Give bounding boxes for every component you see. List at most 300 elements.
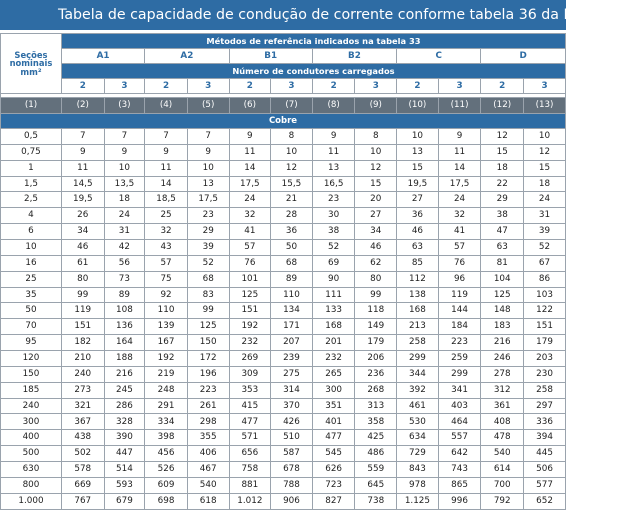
ampacity-cell: 232 (312, 351, 355, 367)
ampacity-cell: 92 (145, 287, 188, 303)
section-cell: 50 (1, 303, 62, 319)
ampacity-cell: 19,5 (61, 192, 104, 208)
ampacity-cell: 426 (271, 414, 313, 430)
ampacity-cell: 57 (229, 240, 271, 256)
column-number: (12) (481, 98, 524, 114)
ampacity-cell: 530 (397, 414, 439, 430)
ampacity-cell: 1.012 (229, 493, 271, 509)
ampacity-cell: 642 (438, 446, 481, 462)
ampacity-cell: 578 (61, 462, 104, 478)
ampacity-cell: 201 (312, 335, 355, 351)
section-cell: 0,5 (1, 129, 62, 145)
ampacity-cell: 792 (481, 493, 524, 509)
ampacity-cell: 408 (481, 414, 524, 430)
ampacity-cell: 9 (312, 129, 355, 145)
conductor-count: 3 (438, 79, 481, 94)
ampacity-cell: 336 (524, 414, 566, 430)
ampacity-cell: 188 (104, 351, 145, 367)
ampacity-cell: 179 (355, 335, 397, 351)
ampacity-cell: 353 (229, 382, 271, 398)
ampacity-cell: 196 (187, 366, 229, 382)
ampacity-cell: 17,5 (187, 192, 229, 208)
ampacity-cell: 80 (61, 271, 104, 287)
ampacity-cell: 32 (145, 224, 188, 240)
column-number: (9) (355, 98, 397, 114)
ampacity-cell: 172 (187, 351, 229, 367)
ampacity-cell: 12 (355, 160, 397, 176)
ampacity-cell: 312 (481, 382, 524, 398)
ampacity-cell: 478 (481, 430, 524, 446)
section-cell: 800 (1, 477, 62, 493)
ampacity-cell: 464 (438, 414, 481, 430)
ampacity-cell: 210 (61, 351, 104, 367)
ampacity-cell: 265 (312, 366, 355, 382)
ampacity-cell: 700 (481, 477, 524, 493)
section-cell: 240 (1, 398, 62, 414)
ampacity-cell: 10 (187, 160, 229, 176)
ampacity-cell: 118 (355, 303, 397, 319)
ampacity-cell: 47 (481, 224, 524, 240)
ampacity-cell: 297 (524, 398, 566, 414)
ampacity-cell: 17,5 (438, 176, 481, 192)
section-cell: 185 (1, 382, 62, 398)
ampacity-cell: 164 (104, 335, 145, 351)
ampacity-cell: 171 (271, 319, 313, 335)
ampacity-cell: 669 (61, 477, 104, 493)
table-row (1, 208, 566, 224)
ampacity-cell: 168 (397, 303, 439, 319)
ampacity-cell: 86 (524, 271, 566, 287)
ampacity-cell: 438 (61, 430, 104, 446)
section-cell: 35 (1, 287, 62, 303)
ampacity-cell: 206 (355, 351, 397, 367)
ampacity-cell: 406 (187, 446, 229, 462)
ampacity-cell: 24 (104, 208, 145, 224)
table-row (1, 319, 566, 335)
ampacity-cell: 10 (355, 144, 397, 160)
section-cell: 25 (1, 271, 62, 287)
ampacity-cell: 148 (481, 303, 524, 319)
ampacity-cell: 12 (271, 160, 313, 176)
ampacity-cell: 192 (229, 319, 271, 335)
section-cell: 400 (1, 430, 62, 446)
ampacity-cell: 403 (438, 398, 481, 414)
ampacity-cell: 314 (271, 382, 313, 398)
ampacity-cell: 76 (229, 255, 271, 271)
ampacity-cell: 24 (229, 192, 271, 208)
ampacity-cell: 286 (104, 398, 145, 414)
ampacity-cell: 298 (187, 414, 229, 430)
ampacity-cell: 183 (481, 319, 524, 335)
ampacity-cell: 367 (61, 414, 104, 430)
table-row (1, 240, 566, 256)
section-cell: 150 (1, 366, 62, 382)
ampacity-cell: 514 (104, 462, 145, 478)
ampacity-cell: 89 (104, 287, 145, 303)
ampacity-cell: 22 (481, 176, 524, 192)
section-cell: 300 (1, 414, 62, 430)
ampacity-cell: 144 (438, 303, 481, 319)
table-row (1, 176, 566, 192)
ampacity-cell: 248 (145, 382, 188, 398)
ampacity-cell: 27 (397, 192, 439, 208)
ampacity-cell: 9 (187, 144, 229, 160)
ampacity-cell: 80 (355, 271, 397, 287)
column-number: (4) (145, 98, 188, 114)
ampacity-cell: 104 (481, 271, 524, 287)
ampacity-cell: 300 (312, 382, 355, 398)
ampacity-cell: 213 (397, 319, 439, 335)
ampacity-cell: 827 (312, 493, 355, 509)
ampacity-cell: 32 (438, 208, 481, 224)
ampacity-cell: 906 (271, 493, 313, 509)
ampacity-cell: 31 (524, 208, 566, 224)
section-header-line-1: Seções (14, 49, 48, 60)
ampacity-cell: 738 (355, 493, 397, 509)
ampacity-cell: 67 (524, 255, 566, 271)
ampacity-cell: 36 (397, 208, 439, 224)
ampacity-cell: 13 (187, 176, 229, 192)
ampacity-cell: 19,5 (397, 176, 439, 192)
ampacity-cell: 42 (104, 240, 145, 256)
ampacity-cell: 184 (438, 319, 481, 335)
ampacity-cell: 232 (229, 335, 271, 351)
ampacity-cell: 477 (312, 430, 355, 446)
ampacity-cell: 219 (145, 366, 188, 382)
ampacity-cell: 149 (355, 319, 397, 335)
ampacity-cell: 57 (145, 255, 188, 271)
ampacity-cell: 309 (229, 366, 271, 382)
methods-header: Métodos de referência indicados na tabela 33 (61, 34, 565, 49)
ampacity-cell: 125 (229, 287, 271, 303)
ampacity-cell: 390 (104, 430, 145, 446)
ampacity-cell: 133 (312, 303, 355, 319)
ampacity-cell: 151 (229, 303, 271, 319)
ampacity-cell: 38 (481, 208, 524, 224)
table-row (1, 224, 566, 240)
ampacity-cell: 68 (271, 255, 313, 271)
section-cell: 4 (1, 208, 62, 224)
method-d: D (481, 49, 566, 64)
ampacity-cell: 167 (145, 335, 188, 351)
column-number: (5) (187, 98, 229, 114)
table-row (1, 192, 566, 208)
ampacity-cell: 355 (187, 430, 229, 446)
ampacity-cell: 7 (187, 129, 229, 145)
ampacity-cell: 110 (145, 303, 188, 319)
ampacity-cell: 89 (271, 271, 313, 287)
ampacity-cell: 239 (271, 351, 313, 367)
ampacity-cell: 99 (61, 287, 104, 303)
ampacity-cell: 32 (229, 208, 271, 224)
ampacity-cell: 99 (187, 303, 229, 319)
ampacity-cell: 881 (229, 477, 271, 493)
ampacity-cell: 41 (438, 224, 481, 240)
ampacity-cell: 27 (355, 208, 397, 224)
ampacity-cell: 398 (145, 430, 188, 446)
ampacity-cell: 313 (355, 398, 397, 414)
ampacity-cell: 192 (145, 351, 188, 367)
ampacity-cell: 151 (524, 319, 566, 335)
ampacity-cell: 90 (312, 271, 355, 287)
ampacity-cell: 31 (104, 224, 145, 240)
conductor-count: 2 (481, 79, 524, 94)
method-c: C (397, 49, 481, 64)
column-number: (3) (104, 98, 145, 114)
table-row (1, 303, 566, 319)
ampacity-cell: 245 (104, 382, 145, 398)
table-row (1, 430, 566, 446)
ampacity-cell: 46 (61, 240, 104, 256)
ampacity-cell: 609 (145, 477, 188, 493)
ampacity-cell: 18 (104, 192, 145, 208)
ampacity-cell: 14,5 (61, 176, 104, 192)
ampacity-cell: 75 (145, 271, 188, 287)
ampacity-cell: 24 (524, 192, 566, 208)
ampacity-cell: 275 (271, 366, 313, 382)
table-row (1, 382, 566, 398)
ampacity-cell: 477 (229, 414, 271, 430)
method-a2: A2 (145, 49, 229, 64)
table-row (1, 462, 566, 478)
ampacity-cell: 614 (481, 462, 524, 478)
table-row (1, 493, 566, 509)
ampacity-cell: 15,5 (271, 176, 313, 192)
ampacity-cell: 11 (145, 160, 188, 176)
ampacity-cell: 351 (312, 398, 355, 414)
table-row (1, 255, 566, 271)
table-title: Tabela de capacidade de condução de corrente conforme tabela 36 da NBR 5410 (0, 0, 566, 30)
ampacity-cell: 29 (481, 192, 524, 208)
section-header (1, 34, 62, 94)
column-number: (13) (524, 98, 566, 114)
ampacity-cell: 258 (524, 382, 566, 398)
ampacity-cell: 7 (145, 129, 188, 145)
table-row (1, 287, 566, 303)
ampacity-cell: 96 (438, 271, 481, 287)
table-row (1, 398, 566, 414)
ampacity-cell: 56 (104, 255, 145, 271)
section-cell: 630 (1, 462, 62, 478)
ampacity-cell: 392 (397, 382, 439, 398)
ampacity-cell: 30 (312, 208, 355, 224)
ampacity-cell: 743 (438, 462, 481, 478)
ampacity-cell: 10 (397, 129, 439, 145)
ampacity-cell: 73 (104, 271, 145, 287)
ampacity-cell: 506 (524, 462, 566, 478)
ampacity-cell: 11 (312, 144, 355, 160)
ampacity-cell: 23 (187, 208, 229, 224)
ampacity-cell: 150 (187, 335, 229, 351)
ampacity-cell: 9 (229, 129, 271, 145)
ampacity-cell: 85 (397, 255, 439, 271)
ampacity-cell: 81 (481, 255, 524, 271)
ampacity-cell: 656 (229, 446, 271, 462)
column-number: (8) (312, 98, 355, 114)
conductor-count: 2 (312, 79, 355, 94)
column-number: (1) (1, 98, 62, 114)
table-row (1, 335, 566, 351)
ampacity-cell: 7 (61, 129, 104, 145)
ampacity-cell: 29 (187, 224, 229, 240)
ampacity-cell: 14 (229, 160, 271, 176)
ampacity-cell: 69 (312, 255, 355, 271)
ampacity-cell: 577 (524, 477, 566, 493)
ampacity-cell: 17,5 (229, 176, 271, 192)
table-row (1, 351, 566, 367)
ampacity-cell: 39 (524, 224, 566, 240)
ampacity-cell: 540 (187, 477, 229, 493)
section-cell: 120 (1, 351, 62, 367)
ampacity-cell: 11 (229, 144, 271, 160)
ampacity-cell: 394 (524, 430, 566, 446)
ampacity-cell: 865 (438, 477, 481, 493)
ampacity-cell: 61 (61, 255, 104, 271)
section-cell: 2,5 (1, 192, 62, 208)
ampacity-cell: 125 (481, 287, 524, 303)
ampacity-cell: 15 (524, 160, 566, 176)
ampacity-cell: 240 (61, 366, 104, 382)
ampacity-cell: 99 (355, 287, 397, 303)
column-number: (7) (271, 98, 313, 114)
ampacity-cell: 571 (229, 430, 271, 446)
ampacity-cell: 456 (145, 446, 188, 462)
section-cell: 16 (1, 255, 62, 271)
ampacity-cell: 261 (187, 398, 229, 414)
ampacity-cell: 216 (104, 366, 145, 382)
section-cell: 70 (1, 319, 62, 335)
conductor-count: 3 (355, 79, 397, 94)
ampacity-cell: 328 (104, 414, 145, 430)
ampacity-cell: 34 (61, 224, 104, 240)
ampacity-cell: 11 (61, 160, 104, 176)
ampacity-cell: 510 (271, 430, 313, 446)
table-row (1, 414, 566, 430)
ampacity-cell: 16,5 (312, 176, 355, 192)
ampacity-cell: 125 (187, 319, 229, 335)
ampacity-cell: 9 (145, 144, 188, 160)
ampacity-cell: 10 (104, 160, 145, 176)
ampacity-cell: 401 (312, 414, 355, 430)
ampacity-cell: 273 (61, 382, 104, 398)
section-cell: 1 (1, 160, 62, 176)
ampacity-cell: 108 (104, 303, 145, 319)
ampacity-cell: 111 (312, 287, 355, 303)
ampacity-cell: 18 (524, 176, 566, 192)
ampacity-cell: 370 (271, 398, 313, 414)
ampacity-cell: 103 (524, 287, 566, 303)
ampacity-cell: 7 (104, 129, 145, 145)
table-row (1, 144, 566, 160)
ampacity-cell: 321 (61, 398, 104, 414)
ampacity-cell: 767 (61, 493, 104, 509)
ampacity-cell: 996 (438, 493, 481, 509)
ampacity-cell: 587 (271, 446, 313, 462)
ampacity-cell: 843 (397, 462, 439, 478)
ampacity-cell: 12 (524, 144, 566, 160)
ampacity-cell: 788 (271, 477, 313, 493)
ampacity-cell: 334 (145, 414, 188, 430)
ampacity-cell: 259 (438, 351, 481, 367)
table-row (1, 129, 566, 145)
ampacity-cell: 15 (355, 176, 397, 192)
conductors-header: Número de condutores carregados (61, 64, 565, 79)
ampacity-cell: 21 (271, 192, 313, 208)
ampacity-cell: 9 (104, 144, 145, 160)
ampacity-cell: 134 (271, 303, 313, 319)
ampacity-cell: 68 (187, 271, 229, 287)
ampacity-cell: 112 (397, 271, 439, 287)
ampacity-cell: 207 (271, 335, 313, 351)
section-cell: 500 (1, 446, 62, 462)
ampacity-cell: 20 (355, 192, 397, 208)
ampacity-cell: 291 (145, 398, 188, 414)
conductor-count: 2 (229, 79, 271, 94)
column-number: (11) (438, 98, 481, 114)
table-row (1, 160, 566, 176)
section-cell: 6 (1, 224, 62, 240)
column-number: (10) (397, 98, 439, 114)
section-cell: 1,5 (1, 176, 62, 192)
conductor-count: 3 (271, 79, 313, 94)
ampacity-cell: 526 (145, 462, 188, 478)
ampacity-cell: 299 (438, 366, 481, 382)
ampacity-cell: 8 (271, 129, 313, 145)
ampacity-cell: 557 (438, 430, 481, 446)
ampacity-cell: 679 (104, 493, 145, 509)
ampacity-cell: 15 (397, 160, 439, 176)
ampacity-cell: 425 (355, 430, 397, 446)
ampacity-cell: 467 (187, 462, 229, 478)
ampacity-cell: 10 (271, 144, 313, 160)
ampacity-cell: 978 (397, 477, 439, 493)
method-b1: B1 (229, 49, 312, 64)
ampacity-cell: 246 (481, 351, 524, 367)
ampacity-cell: 76 (438, 255, 481, 271)
table-row (1, 366, 566, 382)
ampacity-cell: 179 (524, 335, 566, 351)
ampacity-cell: 415 (229, 398, 271, 414)
ampacity-cell: 83 (187, 287, 229, 303)
ampacity-cell: 223 (438, 335, 481, 351)
ampacity-cell: 236 (355, 366, 397, 382)
ampacity-cell: 139 (145, 319, 188, 335)
conductor-count: 3 (104, 79, 145, 94)
ampacity-cell: 52 (524, 240, 566, 256)
ampacity-cell: 14 (438, 160, 481, 176)
conductor-count: 3 (524, 79, 566, 94)
ampacity-cell: 46 (355, 240, 397, 256)
ampacity-cell: 13,5 (104, 176, 145, 192)
ampacity-cell: 502 (61, 446, 104, 462)
ampacity-cell: 758 (229, 462, 271, 478)
ampacity-cell: 43 (145, 240, 188, 256)
ampacity-cell: 269 (229, 351, 271, 367)
ampacity-cell: 62 (355, 255, 397, 271)
section-header-line-2: nominais (9, 58, 53, 69)
section-cell: 95 (1, 335, 62, 351)
ampacity-cell: 14 (145, 176, 188, 192)
ampacity-cell: 634 (397, 430, 439, 446)
section-cell: 10 (1, 240, 62, 256)
ampacity-cell: 46 (397, 224, 439, 240)
ampacity-cell: 358 (355, 414, 397, 430)
conductor-count: 2 (61, 79, 104, 94)
material-label: Cobre (1, 114, 566, 129)
ampacity-cell: 63 (397, 240, 439, 256)
ampacity-cell: 230 (524, 366, 566, 382)
ampacity-cell: 11 (438, 144, 481, 160)
